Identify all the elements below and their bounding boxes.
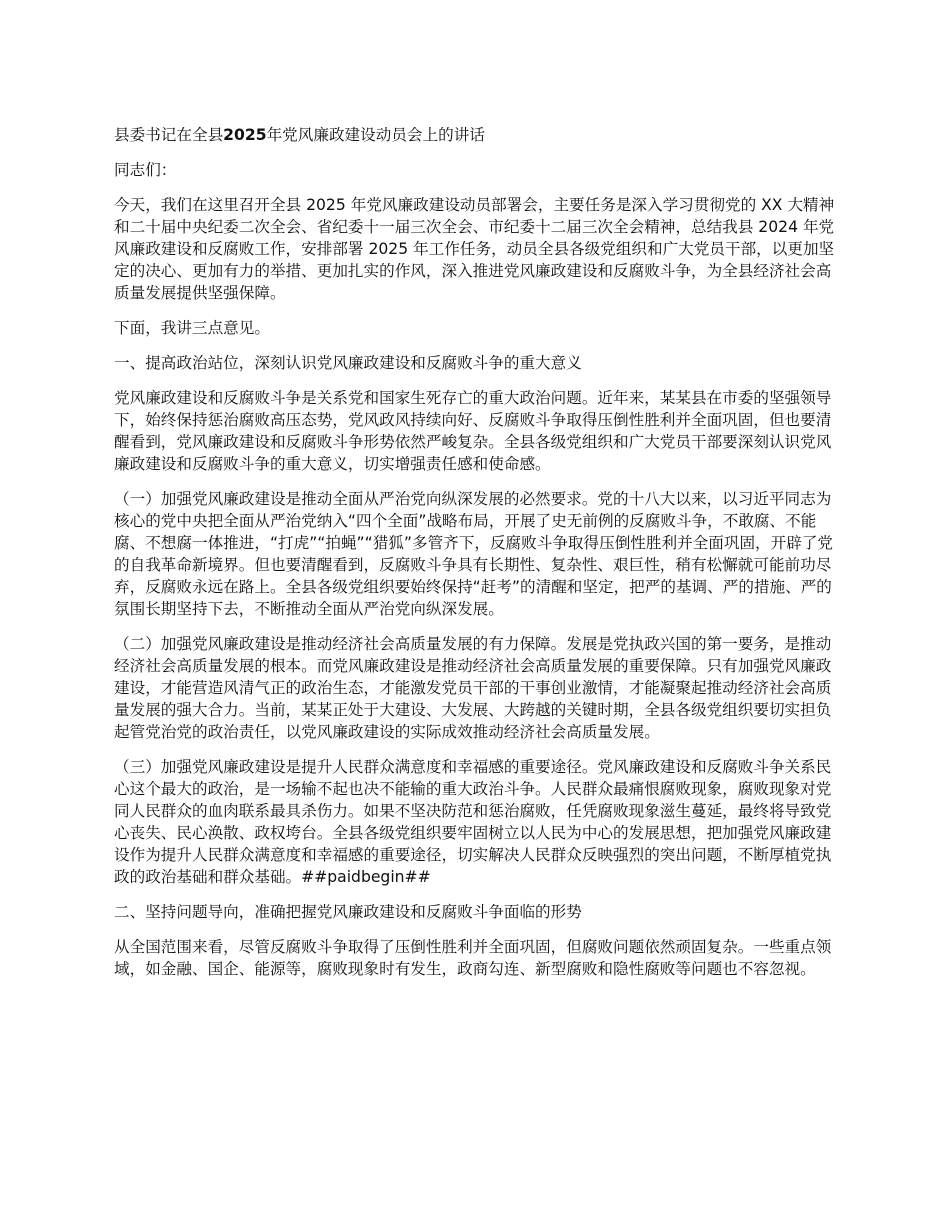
transition-paragraph: 下面，我讲三点意见。 xyxy=(114,319,270,337)
salutation: 同志们： xyxy=(114,161,177,179)
section-1-heading: 一、提高政治站位，深刻认识党风廉政建设和反腐败斗争的重大意义 xyxy=(114,354,582,372)
section-2-intro: 从全国范围来看，尽管反腐败斗争取得了压倒性胜利并全面巩固，但腐败问题依然顽固复杂。一些重点领域，如金融、国企、能源等，腐败现象时有发生，政商勾连、新型腐败和隐性腐败等问题也不容忽视。 xyxy=(114,938,832,978)
title-prefix: 县委书记在全县 xyxy=(114,126,224,144)
opening-paragraph: 今天，我们在这里召开全县 2025 年党风廉政建设动员部署会，主要任务是深入学习贯彻党的 XX 大精神和二十届中央纪委二次全会、省纪委十一届三次全会、市纪委十二届三次全会精神，总结我县 2024 年党风廉政建设和反腐败工作，安排部署 2025 年工作任务，动员全县各级党组织和广大党员干部，以更加坚定的决心、更加有力的举措、更加扎实的作风，深入推进党风廉政建设和反腐败斗争，为全县经济社会高质量发展提供坚强保障。 xyxy=(114,196,835,302)
section-1-intro: 党风廉政建设和反腐败斗争是关系党和国家生死存亡的重大政治问题。近年来，某某县在市委的坚强领导下，始终保持惩治腐败高压态势，党风政风持续向好、反腐败斗争取得压倒性胜利并全面巩固，但也要清醒看到，党风廉政建设和反腐败斗争形势依然严峻复杂。全县各级党组织和广大党员干部要深刻认识党风廉政建设和反腐败斗争的重大意义，切实增强责任感和使命感。 xyxy=(114,389,832,473)
section-1-point-2: （二）加强党风廉政建设是推动经济社会高质量发展的有力保障。发展是党执政兴国的第一要务，是推动经济社会高质量发展的根本。而党风廉政建设是推动经济社会高质量发展的重要保障。只有加强党风廉政建设，才能营造风清气正的政治生态，才能激发党员干部的干事创业激情，才能凝聚起推动经济社会高质量发展的强大合力。当前，某某正处于大建设、大发展、大跨越的关键时期，全县各级党组织要切实担负起管党治党的政治责任，以党风廉政建设的实际成效推动经济社会高质量发展。 xyxy=(114,635,832,741)
document-title xyxy=(114,124,846,146)
document-page xyxy=(114,124,846,993)
title-year: 2025 xyxy=(223,126,267,144)
section-1-point-3: （三）加强党风廉政建设是提升人民群众满意度和幸福感的重要途径。党风廉政建设和反腐败斗争关系民心这个最大的政治，是一场输不起也决不能输的重大政治斗争。人民群众最痛恨腐败现象，腐败现象对党同人民群众的血肉联系最具杀伤力。如果不坚决防范和惩治腐败，任凭腐败现象滋生蔓延，最终将导致党心丧失、民心涣散、政权垮台。全县各级党组织要牢固树立以人民为中心的发展思想，把加强党风廉政建设作为提升人民群众满意度和幸福感的重要途径，切实解决人民群众反映强烈的突出问题，不断厚植党执政的政治基础和群众基础。##paidbegin## xyxy=(114,758,832,886)
title-suffix: 年党风廉政建设动员会上的讲话 xyxy=(266,126,485,144)
section-2-heading: 二、坚持问题导向，准确把握党风廉政建设和反腐败斗争面临的形势 xyxy=(114,903,582,921)
section-1-point-1: （一）加强党风廉政建设是推动全面从严治党向纵深发展的必然要求。党的十八大以来，以习近平同志为核心的党中央把全面从严治党纳入“四个全面”战略布局，开展了史无前例的反腐败斗争，不敢腐、不能腐、不想腐一体推进，“打虎”“拍蝇”“猎狐”多管齐下，反腐败斗争取得压倒性胜利并全面巩固，开辟了党的自我革命新境界。但也要清醒看到，反腐败斗争具有长期性、复杂性、艰巨性，稍有松懈就可能前功尽弃，反腐败永远在路上。全县各级党组织要始终保持“赶考”的清醒和坚定，把严的基调、严的措施、严的氛围长期坚持下去，不断推动全面从严治党向纵深发展。 xyxy=(114,490,834,618)
